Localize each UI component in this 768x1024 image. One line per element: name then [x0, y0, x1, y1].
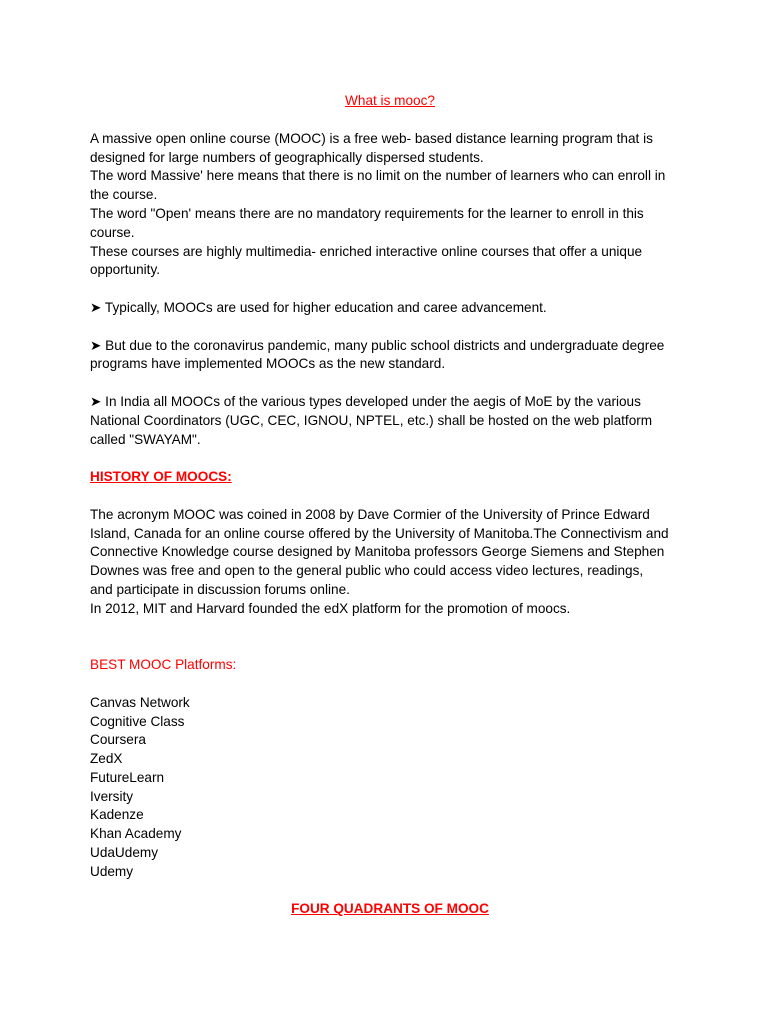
intro-line: A massive open online course (MOOC) is a free web- based distance learning program that is [90, 130, 653, 146]
intro-line: These courses are highly multimedia- enriched interactive online courses that offer a unique [90, 243, 643, 259]
platform-item: ZedX [90, 751, 123, 767]
platforms-list [90, 694, 690, 882]
platform-item: FutureLearn [90, 769, 165, 785]
bullet-item [90, 337, 690, 375]
intro-line: The word "Open' means there are no mandatory requirements for the learner to enroll in this [90, 205, 644, 221]
spacer [90, 318, 690, 337]
page-title: What is mooc? [345, 93, 435, 108]
history-line: Downes was free and open to the general public who could access video lectures, readings, [90, 563, 644, 579]
spacer [90, 280, 690, 299]
history-line: Island, Canada for an online course offered by the University of Manitoba.The Connectivism and [90, 525, 669, 541]
platform-item: Iversity [90, 788, 134, 804]
platform-item: UdaUdemy [90, 845, 158, 861]
history-paragraph [90, 506, 690, 619]
quadrants-heading: FOUR QUADRANTS OF MOOC [291, 901, 489, 917]
intro-paragraph [90, 130, 690, 280]
history-heading: HISTORY OF MOOCS: [90, 469, 232, 485]
spacer [90, 675, 690, 694]
history-line: In 2012, MIT and Harvard founded the edX platform for the promotion of moocs. [90, 600, 571, 616]
bullet-line: ➤ Typically, MOOCs are used for higher education and caree advancement. [90, 299, 547, 315]
spacer [90, 111, 690, 130]
bullet-line: ➤ In India all MOOCs of the various types developed under the aegis of MoE by the various [90, 393, 641, 409]
bullet-line: ➤ But due to the coronavirus pandemic, many public school districts and undergraduate degree [90, 337, 665, 353]
bullet-item [90, 299, 690, 318]
platform-item: Udemy [90, 863, 134, 879]
platforms-heading: BEST MOOC Platforms: [90, 657, 237, 673]
platform-item: Coursera [90, 732, 146, 748]
bullet-line: programs have implemented MOOCs as the new standard. [90, 356, 446, 372]
spacer [90, 882, 690, 901]
bullet-line: National Coordinators (UGC, CEC, IGNOU, NPTEL, etc.) shall be hosted on the web platform [90, 412, 653, 428]
platform-item: Khan Academy [90, 826, 182, 842]
platform-item: Canvas Network [90, 694, 190, 710]
intro-line: The word Massive' here means that there is no limit on the number of learners who can enroll in [90, 168, 666, 184]
bullet-item [90, 393, 690, 449]
intro-line: the course. [90, 187, 158, 203]
platform-item: Kadenze [90, 807, 144, 823]
spacer [90, 374, 690, 393]
spacer [90, 449, 690, 468]
intro-line: designed for large numbers of geographically dispersed students. [90, 149, 484, 165]
history-line: Connective Knowledge course designed by Manitoba professors George Siemens and Stephen [90, 544, 665, 560]
history-line: and participate in discussion forums online. [90, 581, 350, 597]
document-page [90, 92, 690, 919]
spacer [90, 487, 690, 506]
platform-item: Cognitive Class [90, 713, 185, 729]
bullet-line: called "SWAYAM". [90, 431, 201, 447]
spacer [90, 619, 690, 657]
intro-line: opportunity. [90, 262, 161, 278]
history-line: The acronym MOOC was coined in 2008 by Dave Cormier of the University of Prince Edward [90, 506, 650, 522]
intro-line: course. [90, 224, 135, 240]
